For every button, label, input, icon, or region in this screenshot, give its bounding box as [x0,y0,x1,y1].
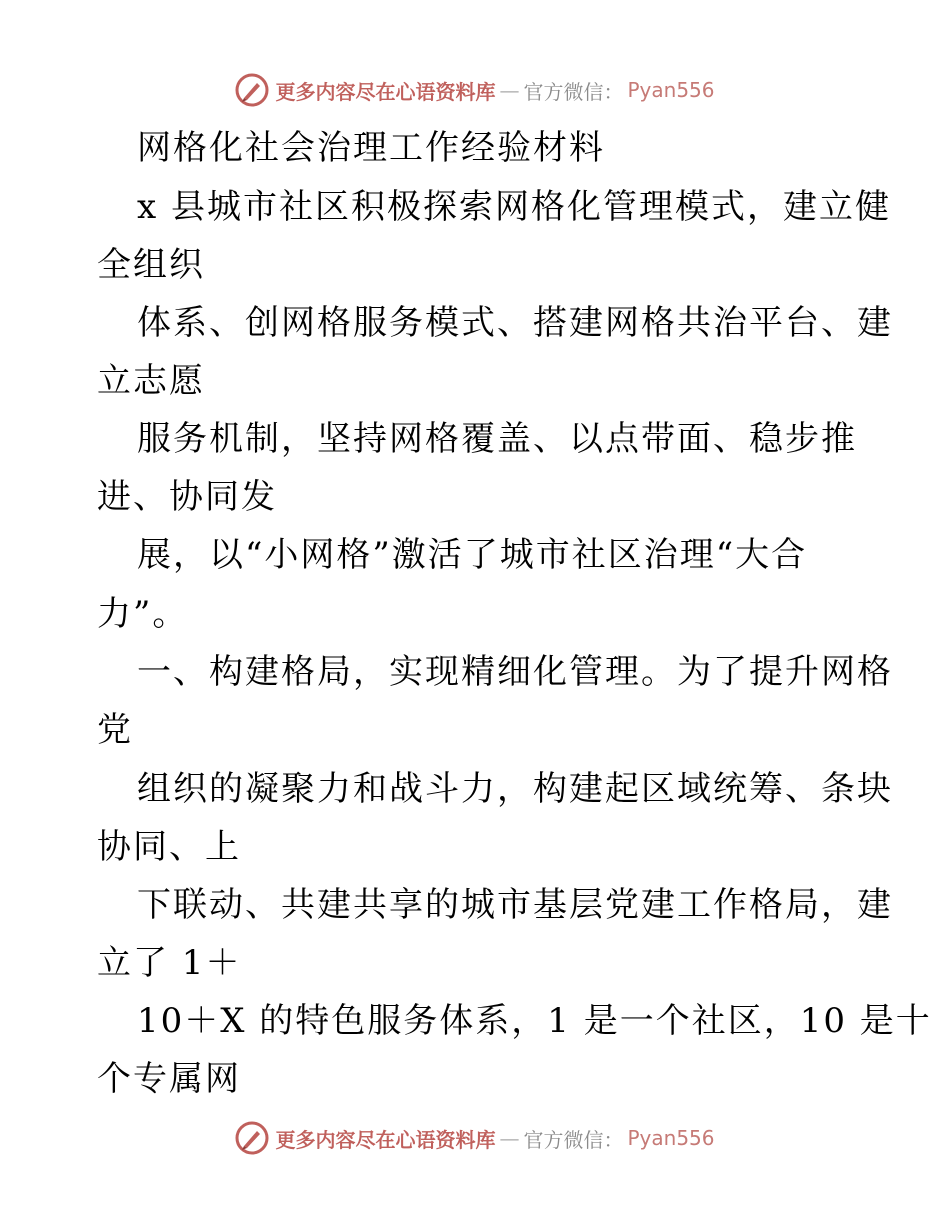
text-line: 协同、上 [97,827,241,867]
text-line: 全组织 [97,245,205,285]
banner-promo-text: 更多内容尽在心语资料库 [275,1127,496,1152]
text-line: x 县城市社区积极探索网格化管理模式，建立健 [137,187,891,227]
text-line: 党 [97,710,133,750]
section-heading-line: 一、构建格局，实现精细化管理。为了提升网格 [137,652,893,692]
pen-logo-icon [235,73,269,107]
banner-wechat-id: Pyan556 [627,78,715,102]
text-line: 立了 1＋ [97,943,242,983]
banner-separator: — [499,78,520,102]
text-line: 进、协同发 [97,477,277,517]
text-line: 立志愿 [97,361,205,401]
text-line: 体系、创网格服务模式、搭建网格共治平台、建 [137,303,893,343]
footer-banner[interactable] [0,1118,950,1158]
banner-promo-text: 更多内容尽在心语资料库 [275,79,496,104]
text-line: 下联动、共建共享的城市基层党建工作格局，建 [137,885,893,925]
banner-wechat-id: Pyan556 [627,1126,715,1150]
banner-official-label: 官方微信： [523,79,624,104]
text-line: 服务机制，坚持网格覆盖、以点带面、稳步推 [137,419,857,459]
text-line: 组织的凝聚力和战斗力，构建起区域统筹、条块 [137,769,893,809]
banner-official-label: 官方微信： [523,1127,624,1152]
header-banner[interactable] [0,70,950,110]
banner-separator: — [499,1126,520,1150]
text-line: 展，以“小网格”激活了城市社区治理“大合 [137,535,808,575]
text-line: 10＋X 的特色服务体系，1 是一个社区，10 是十 [137,1001,932,1041]
text-line: 力”。 [97,594,189,634]
document-title: 网格化社会治理工作经验材料 [137,128,605,168]
pen-logo-icon [235,1121,269,1155]
text-line: 个专属网 [97,1059,241,1099]
